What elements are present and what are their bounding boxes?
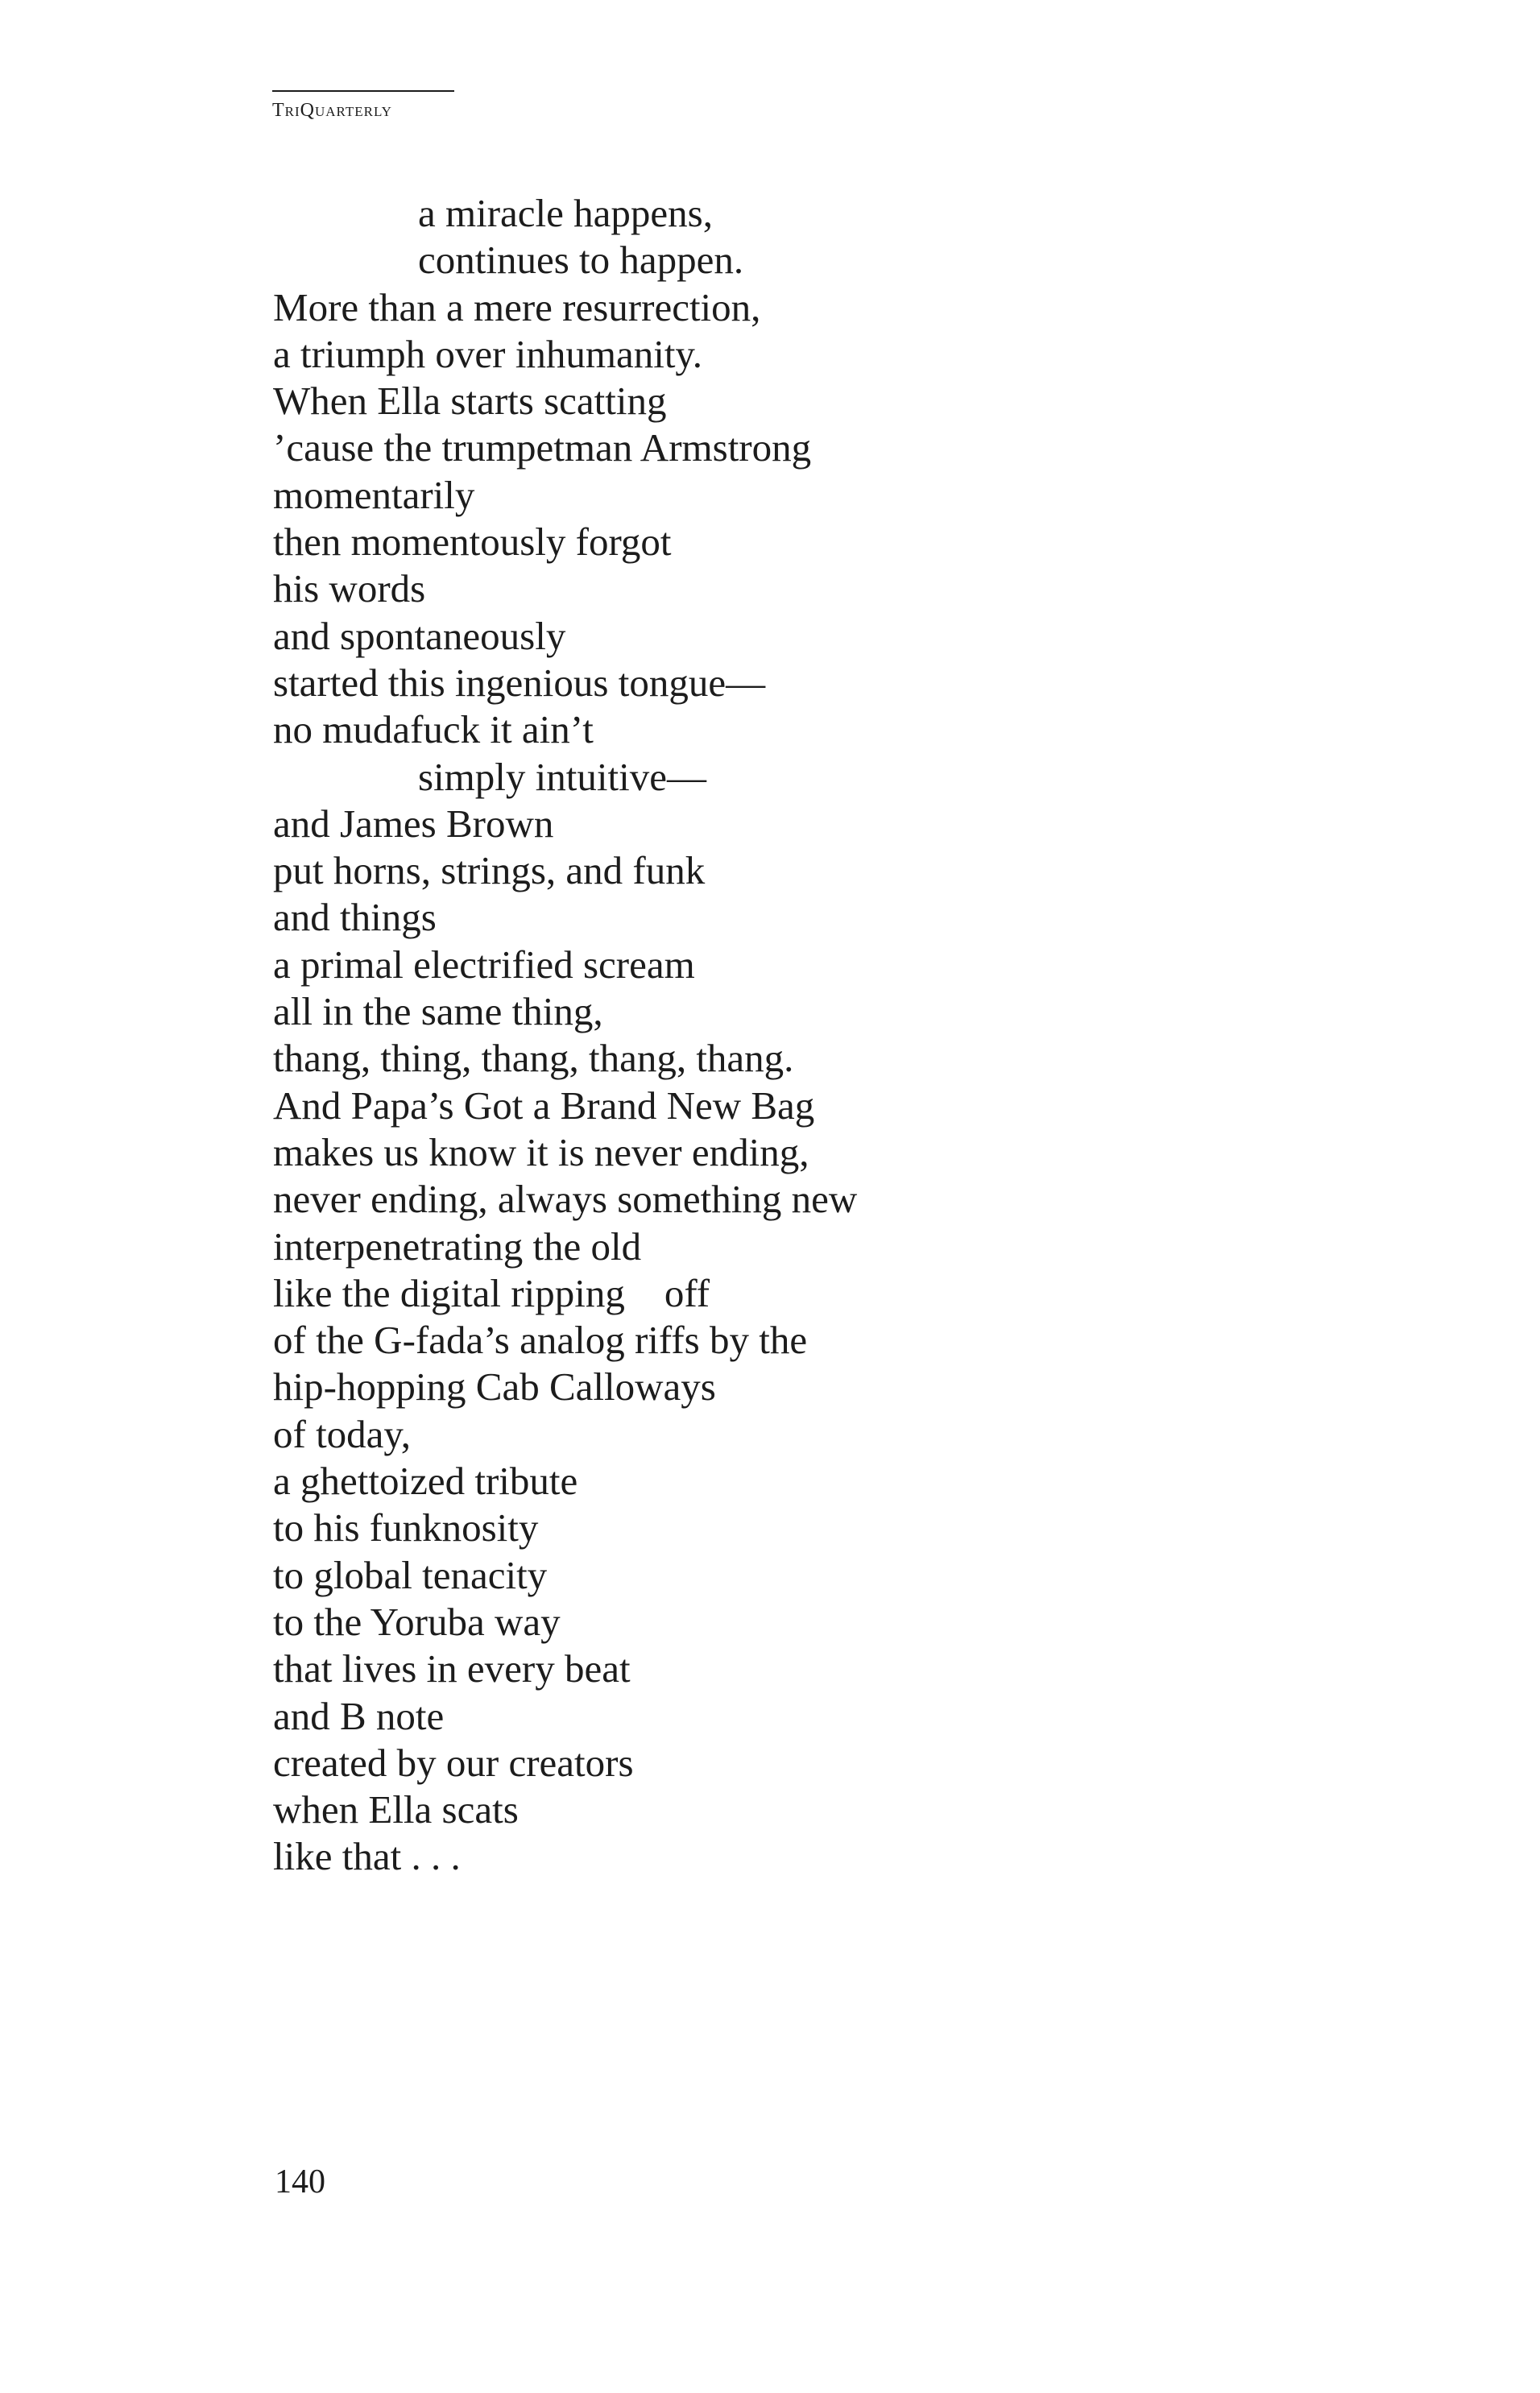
- running-head-rule: [272, 90, 454, 92]
- poem-line: when Ella scats: [273, 1787, 519, 1832]
- page-number: 140: [275, 2163, 325, 2200]
- poem-line: continues to happen.: [418, 238, 744, 283]
- poem-line: and James Brown: [273, 801, 554, 846]
- poem-line: and spontaneously: [273, 613, 566, 658]
- poem-line: like the digital ripping off: [273, 1270, 710, 1315]
- poem-line: thang, thing, thang, thang, thang.: [273, 1036, 794, 1081]
- poem-line: no mudafuck it ain’t: [273, 707, 594, 752]
- poem-line: to global tenacity: [273, 1552, 548, 1597]
- poem-line: his words: [273, 566, 426, 611]
- running-head: [272, 90, 454, 122]
- poem-line: a triumph over inhumanity.: [273, 331, 702, 376]
- poem-line: and B note: [273, 1693, 445, 1738]
- poem-line: More than a mere resurrection,: [273, 284, 761, 329]
- poem-line: makes us know it is never ending,: [273, 1129, 809, 1174]
- poem-line: a miracle happens,: [418, 191, 713, 235]
- poem-line: interpenetrating the old: [273, 1223, 642, 1269]
- poem-line: When Ella starts scatting: [273, 379, 667, 424]
- journal-title: TriQuarterly: [272, 100, 392, 121]
- poem-line: like that . . .: [273, 1834, 461, 1879]
- poem-line: that lives in every beat: [273, 1646, 631, 1691]
- poem-line: then momentously forgot: [273, 520, 672, 565]
- poem-line: ’cause the trumpetman Armstrong: [273, 425, 812, 470]
- poem-line: a primal electrified scream: [273, 942, 695, 987]
- poem-line: created by our creators: [273, 1740, 634, 1785]
- poem-line: never ending, always something new: [273, 1177, 858, 1222]
- poem-line: And Papa’s Got a Brand New Bag: [273, 1083, 815, 1128]
- poem-line: to his funknosity: [273, 1505, 539, 1550]
- poem-line: hip-hopping Cab Calloways: [273, 1364, 716, 1410]
- poem-line: of the G-fada’s analog riffs by the: [273, 1318, 808, 1363]
- poem-line: started this ingenious tongue—: [273, 660, 766, 705]
- poem-line: of today,: [273, 1411, 411, 1456]
- poem-line: momentarily: [273, 472, 475, 517]
- poem-line: and things: [273, 895, 437, 940]
- poem-line: all in the same thing,: [273, 989, 603, 1034]
- poem-line: to the Yoruba way: [273, 1599, 561, 1644]
- poem-line: put horns, strings, and funk: [273, 848, 706, 893]
- poem-line: simply intuitive—: [418, 754, 706, 799]
- poem-line: a ghettoized tribute: [273, 1459, 578, 1504]
- poem-body: [273, 190, 857, 1881]
